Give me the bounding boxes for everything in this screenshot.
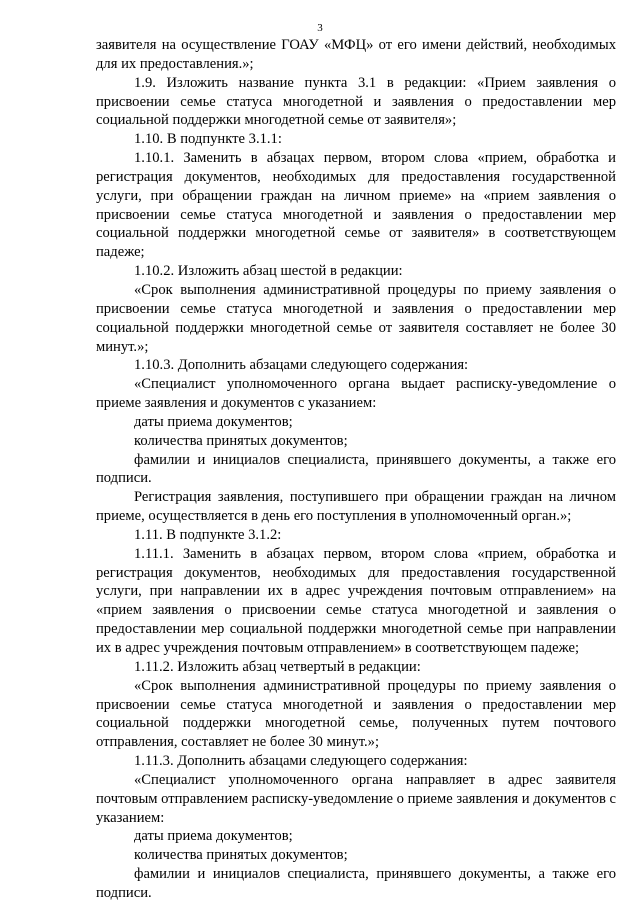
paragraph: 1.10. В подпункте 3.1.1: xyxy=(134,131,282,148)
paragraph: количества принятых документов; xyxy=(134,847,348,864)
paragraph: 1.11.1. Заменить в абзацах первом, втором слова «прием, обработка и регистрация документов, необходимых для предоставления государственной услуги, при направлении их в адрес учреждения почтовым отправлением» на «прием заявления о присвоении семье статуса многодетной и заявления о предоставлении мер социальной поддержки многодетной семье при направлении их в адрес учреждения почтовым отправлением» в соответствующем падеже; xyxy=(96,545,616,656)
paragraph: 1.10.3. Дополнить абзацами следующего содержания: xyxy=(134,357,469,374)
paragraph: 1.11. В подпункте 3.1.2: xyxy=(134,526,282,543)
paragraph: «Срок выполнения административной процедуры по приему заявления о присвоении семье статуса многодетной и заявления о предоставлении мер социальной поддержки многодетной семье, полученных путем почтового отправления, составляет не более 30 минут.»; xyxy=(96,677,616,751)
paragraph: «Специалист уполномоченного органа направляет в адрес заявителя почтовым отправлением расписку-уведомление о приеме заявления и документов с указанием: xyxy=(96,771,616,826)
paragraph: фамилии и инициалов специалиста, принявшего документы, а также его подписи. xyxy=(96,451,616,487)
paragraph: даты приема документов; xyxy=(134,413,293,430)
paragraph: «Специалист уполномоченного органа выдает расписку-уведомление о приеме заявления и документов с указанием: xyxy=(96,376,616,412)
paragraph: 1.10.1. Заменить в абзацах первом, втором слова «прием, обработка и регистрация документов, необходимых для предоставления государственной услуги, при обращении граждан на личном приеме» на «прием заявления о присвоении семье статуса многодетной и заявления о предоставлении мер социальной поддержки многодетной семье от заявителя» в соответствующем падеже; xyxy=(96,150,616,261)
document-body xyxy=(96,36,616,903)
paragraph: даты приема документов; xyxy=(134,828,293,845)
paragraph: Регистрация заявления, поступившего при обращении граждан на личном приеме, осуществляется в день его поступления в уполномоченный орган.»; xyxy=(96,489,616,525)
paragraph: 1.11.2. Изложить абзац четвертый в редакции: xyxy=(134,658,421,675)
paragraph: «Срок выполнения административной процедуры по приему заявления о присвоении семье статуса многодетной и заявления о предоставлении мер социальной поддержки многодетной семье от заявителя составляет не более 30 минут.»; xyxy=(96,281,616,355)
paragraph: фамилии и инициалов специалиста, принявшего документы, а также его подписи. xyxy=(96,866,616,901)
paragraph: 1.9. Изложить название пункта 3.1 в редакции: «Прием заявления о присвоении семье статуса многодетной и заявления о предоставлении мер социальной поддержки многодетной семье от заявителя»; xyxy=(96,74,616,129)
paragraph: 1.11.3. Дополнить абзацами следующего содержания: xyxy=(134,753,468,770)
paragraph: заявителя на осуществление ГОАУ «МФЦ» от его имени действий, необходимых для их предоставления.»; xyxy=(96,37,616,72)
paragraph: количества принятых документов; xyxy=(134,432,348,449)
paragraph: 1.10.2. Изложить абзац шестой в редакции: xyxy=(134,263,403,280)
page-number: 3 xyxy=(317,22,323,34)
